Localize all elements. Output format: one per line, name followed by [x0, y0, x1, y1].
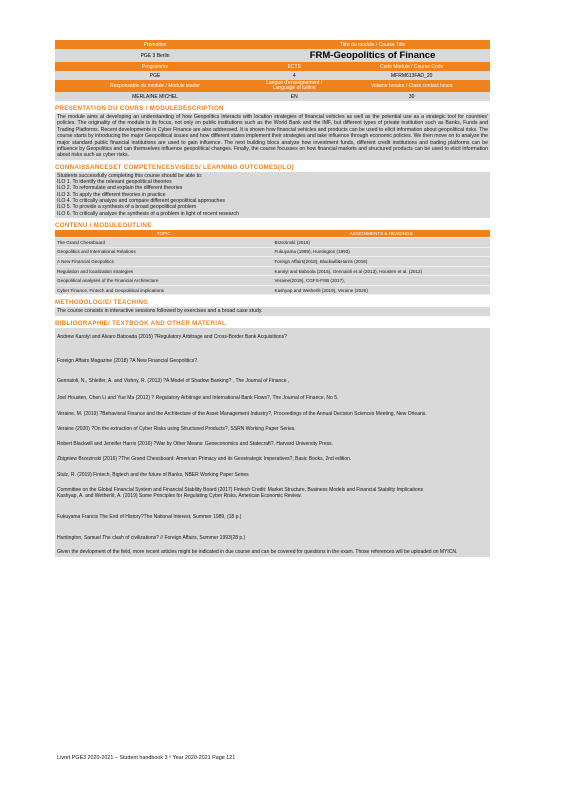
presentation-text: The module aims at developing an understanding of how Geopolitics interacts with location strategies of financial vehicles as well as the potential use as a strategic tool for countries' policies. The originality of the module is its focus, not only on public institutions such as the World Bank and the IMF, but different types of private institution such as Banks, Funds and Trading Platforms. Recent developments in Cyber Finance are also addressed. It is shown how financial vehicles and products can be used to elicit information about geopolitical risks. The course starts by introducing the major Geopolitical issues and how different states implement their strategies and take influence through economic policies. We then move on to analyze the major standard public financial institutions are used to gain influence. The next building blocs analyze how investment funds, different credit institutions and trading platforms can be influence by Geopolitics and can themselves influence geopolitical changes. Finally, the course focusses on how financial markets and structured products can be used to elicit information about risks such as cyber risks. — [57, 114, 488, 159]
readings-cell: Foreign Affairs(2018), Blackwill&Harris (2016) — [273, 257, 491, 267]
table-row — [55, 247, 490, 257]
ilo-box — [55, 172, 490, 218]
contact-hours-value: 30 — [333, 92, 490, 101]
ilo-line: Students successfully completing this course should be able to: — [57, 172, 203, 179]
topic-cell: The Grand Chessboard — [55, 237, 273, 247]
module-leader-value: MERLAINE MICHEL — [55, 92, 255, 101]
bibliography-entry: Gennaioli, N., Shleifer, A. and Vishny, R. (2013) ?A Model of Shadow Banking? , The Journal of Finance , — [57, 378, 290, 385]
ilo-line: ILO 4. To critically analyze and compare different geopolitical approaches — [57, 198, 225, 205]
topic-cell: A New Financial Geopolitics — [55, 257, 273, 267]
topic-cell: Geopolitical analyses of the Financial Architecture — [55, 276, 273, 286]
ilo-line: ILO 1. To identify the relevant geopolitical theories — [57, 179, 172, 186]
bibliography-entry: Given the devlopment of the field, more recent articles might be indicated in due course and can be covered for questions in the exam. Those references will be uploaded on MYICN. — [57, 548, 458, 555]
title-label: Titre du module / Course Title — [255, 40, 490, 49]
bibliography-entry: Foreign Affairs Magazine (2018) ?A New Financial Geopolitics?. — [57, 358, 199, 365]
bibliography-entry: Veraine, M. (2019) ?Behavioral Finance and the Architecture of the Asset Management Industry?, Proceedings of the Annual Decision Sciences Meeting, New Orleans. — [57, 410, 427, 417]
course-code-value: MFRM613FAD_20 — [333, 71, 490, 80]
readings-column-header: ASSIGNMENTS & READINGS — [273, 230, 491, 238]
table-row — [55, 237, 490, 247]
ilo-heading: CONNAISSANCESET COMPETENCESVISEES/ LEARNING OUTCOMES(ILO) — [55, 163, 294, 171]
readings-cell: Veraine(2019), CGFS-FSB (2017), — [273, 276, 491, 286]
contact-hours-label: Volume horaire / Class contact hours — [333, 80, 490, 92]
ects-label: ECTS — [255, 62, 333, 71]
ects-value: 4 — [255, 71, 333, 80]
program-value: PGE — [55, 71, 255, 80]
course-header-table — [55, 40, 490, 101]
table-row — [55, 285, 490, 295]
table-row — [55, 276, 490, 286]
bibliography-entry: Joel Housten, Chen Li and Yue Ma (2012) ? Regulatory Arbitrage and International Bank Flows?, The Journal of Finance, No 5. — [57, 394, 339, 401]
readings-cell: Kashyap and Wetherlit (2019), Veraine (2020) — [273, 285, 491, 295]
bibliography-entry: Stulz, R. (2019) Fintech, Bigtech and the future of Banks, NBER Working Paper Series — [57, 471, 249, 478]
bibliography-heading: BIBLIOGRAPHIE/ TEXTBOOK AND OTHER MATERIAL — [55, 319, 227, 327]
module-leader-label: Responsable du module / Module leader — [55, 80, 255, 92]
topic-cell: Geopolitics and International Relations — [55, 247, 273, 257]
language-value: EN — [255, 92, 333, 101]
methodology-box — [55, 307, 490, 315]
bibliography-box — [55, 328, 490, 557]
topic-column-header: TOPIC — [55, 230, 273, 238]
topic-cell: Regulation and localization strategies — [55, 266, 273, 276]
ilo-line: ILO 6. To critically analyze the synthesis of a problem in light of recent research — [57, 210, 239, 217]
table-row — [55, 266, 490, 276]
methodology-text: The course consists in interactive sessions followed by exercises and a broad case study. — [57, 308, 263, 315]
ilo-line: ILO 5. To provide a synthesis of a broad geopolitical problem — [57, 204, 197, 211]
methodology-heading: METHODOLOGIE/ TEACHING — [55, 299, 149, 307]
page-footer: Livret PGE3 2020-2021 – Student handbook 3 ᵉ Year 2020-2021 Page 121 — [57, 755, 236, 761]
promotion-label: Promotion — [55, 40, 255, 49]
bibliography-entry: Committee on the Global Financial System and Financial Stability Board (2017) Fintech Credit: Market Structure, Business Models and Financial Stability Implications — [57, 486, 423, 493]
outline-heading: CONTENU / MODULEOUTLINE — [55, 221, 152, 229]
ilo-line: ILO 3. To apply the different theories in practice — [57, 191, 166, 198]
bibliography-entry: Robert Blackwill and Jennifer Harris (2016) ?War by Other Means: Geoeconomics and Statecraft?, Harvard University Press. — [57, 441, 334, 448]
course-sheet — [55, 40, 490, 557]
readings-cell: Karolyi and Baboola (2015), Gennaioli et al (2013), Housten et al. (2012) — [273, 266, 491, 276]
bibliography-entry: Andrew Karolyi and Alvaro Baboada (2015) ?Regulatory Arbitrage and Cross-Border Bank Acquisitions? — [57, 333, 287, 340]
bibliography-entry: Zbigniew Brzezinski (2016) ?The Grand Chessboard: American Primacy and its Geostrategic Imperatives?, Basic Books, 2nd edition. — [57, 456, 352, 463]
bibliography-entry: Fukuyama Francis The End of History?The National Interest, Summer 1989, (18 p.) — [57, 514, 242, 521]
topic-cell: Cyber Finance, Fintech and Geopolitical implications — [55, 285, 273, 295]
presentation-heading: PRESENTATION DU COURS / MODULEDESCRIPTION — [55, 105, 224, 112]
language-label: Langue d'enseignement / Language of tuition — [255, 80, 333, 92]
program-label: Programme — [55, 62, 255, 71]
bibliography-entry: Veraine (2020) ?On the extraction of Cyber Risks using Structured Products?, SSRN Working Paper Series. — [57, 425, 296, 432]
presentation-box — [55, 113, 490, 160]
table-row — [55, 257, 490, 267]
readings-cell: Fukuyama (1989), Huntington (1993) — [273, 247, 491, 257]
promotion-value: PGE 3 Berlin — [55, 49, 255, 62]
bibliography-entry: Kashyap, A. and Wetherlit, A. (2019) Some Principles for Regulating Cyber Risks, American Economic Review. — [57, 492, 302, 499]
course-title: FRM-Geopolitics of Finance — [255, 49, 490, 62]
outline-table — [55, 230, 490, 296]
ilo-line: ILO 2. To reformulate and explain the different theories — [57, 185, 183, 192]
readings-cell: Brzezinski (2016) — [273, 237, 491, 247]
bibliography-entry: Huntington, Samuel The clash of civilizations? // Foreign Affairs, Summer 1993(28 p.) — [57, 535, 246, 542]
course-code-label: Code Module / Course Code — [333, 62, 490, 71]
